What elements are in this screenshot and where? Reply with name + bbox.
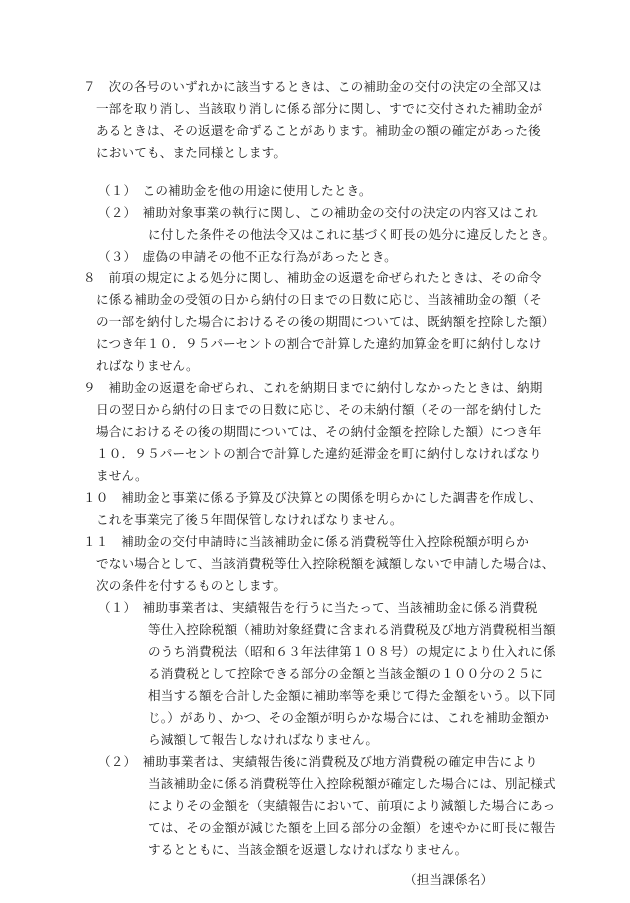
- clause-11-sub-1-line-3: のうち消費税法（昭和６３年法律第１０８号）の規定により仕入れに係: [148, 644, 556, 659]
- clause-9-line-3: 場合におけるその後の期間については、その納付金額を控除した額）につき年: [96, 424, 542, 439]
- clause-10-line-1: １０ 補助金と事業に係る予算及び決算との関係を明らかにした調書を作成し、: [83, 490, 542, 505]
- clause-10-line-2: これを事業完了後５年間保管しなければなりません。: [96, 512, 403, 527]
- clause-7-sub-2-line-1: （２） 補助対象事業の執行に関し、この補助金の交付の決定の内容又はこれ: [98, 205, 538, 220]
- clause-11-sub-2-line-5: するとともに、当該金額を返還しなければなりません。: [148, 842, 468, 857]
- clause-8-line-5: ればなりません。: [96, 358, 199, 373]
- clause-11-sub-2-line-2: 当該補助金に係る消費税等仕入控除税額が確定した場合には、別記様式: [148, 776, 556, 791]
- clause-8-line-1: ８ 前項の規定による処分に関し、補助金の返還を命ぜられたときは、その命令: [83, 270, 542, 285]
- clause-11-sub-1-line-6: じ。）があり、かつ、その金額が明らかな場合には、これを補助金額か: [148, 710, 549, 725]
- clause-9-line-2: 日の翌日から納付の日までの日数に応じ、その未納付額（その一部を納付した: [96, 402, 543, 417]
- clause-11-sub-1-line-2: 等仕入控除税額（補助対象経費に含まれる消費税及び地方消費税相当額: [148, 622, 556, 637]
- clause-11-line-3: 次の条件を付するものとします。: [96, 578, 287, 593]
- clause-11-sub-1-line-4: る消費税として控除できる部分の金額と当該金額の１００分の２５に: [148, 666, 544, 681]
- clause-11-sub-2-line-4: ては、その金額が減じた額を上回る部分の金額）を速やかに町長に報告: [148, 820, 556, 835]
- clause-7-line-4: においても、また同様とします。: [96, 145, 287, 160]
- clause-9-line-5: ません。: [96, 468, 148, 483]
- clause-11-line-1: １１ 補助金の交付申請時に当該補助金に係る消費税等仕入控除税額が明らか: [83, 534, 530, 549]
- clause-9-line-4: １０．９５パーセントの割合で計算した違約延滞金を町に納付しなければなり: [96, 446, 542, 461]
- clause-7-line-1: ７ 次の各号のいずれかに該当するときは、この補助金の交付の決定の全部又は: [83, 79, 542, 94]
- clause-7-sub-2-line-2: に付した条件その他法令又はこれに基づく町長の処分に違反したとき。: [148, 227, 556, 242]
- clause-11-sub-1-line-7: ら減額して報告しなければなりません。: [148, 732, 379, 747]
- department-label: （担当課係名）: [404, 872, 494, 887]
- clause-11-sub-2-line-1: （２） 補助事業者は、実績報告後に消費税及び地方消費税の確定申告により: [98, 754, 538, 769]
- clause-11-sub-1-line-5: 相当する額を合計した金額に補助率等を乗じて得た金額をいう。以下同: [148, 688, 556, 703]
- clause-11-line-2: でない場合として、当該消費税等仕入控除税額を減額しないで申請した場合は、: [96, 556, 555, 571]
- clause-8-line-2: に係る補助金の受領の日から納付の日までの日数に応じ、当該補助金の額（そ: [96, 292, 543, 307]
- clause-7-line-2: 一部を取り消し、当該取り消しに係る部分に関し、すでに交付された補助金が: [96, 101, 543, 116]
- clause-8-line-3: の一部を納付した場合におけるその後の期間については、既納額を控除した額）: [96, 314, 555, 329]
- clause-11-sub-2-line-3: によりその金額を（実績報告において、前項により減額した場合にあっ: [148, 798, 556, 813]
- clause-11-sub-1-line-1: （１） 補助事業者は、実績報告を行うに当たって、当該補助金に係る消費税: [98, 600, 538, 615]
- clause-7-sub-3: （３） 虚偽の申請その他不正な行為があったとき。: [98, 249, 397, 264]
- clause-9-line-1: ９ 補助金の返還を命ぜられ、これを納期日までに納付しなかったときは、納期: [83, 380, 543, 395]
- clause-8-line-4: につき年１０．９５パーセントの割合で計算した違約加算金を町に納付しなけ: [96, 336, 542, 351]
- clause-7-line-3: あるときは、その返還を命ずることがあります。補助金の額の確定があった後: [96, 123, 541, 138]
- clause-7-sub-1: （１） この補助金を他の用途に使用したとき。: [98, 183, 372, 198]
